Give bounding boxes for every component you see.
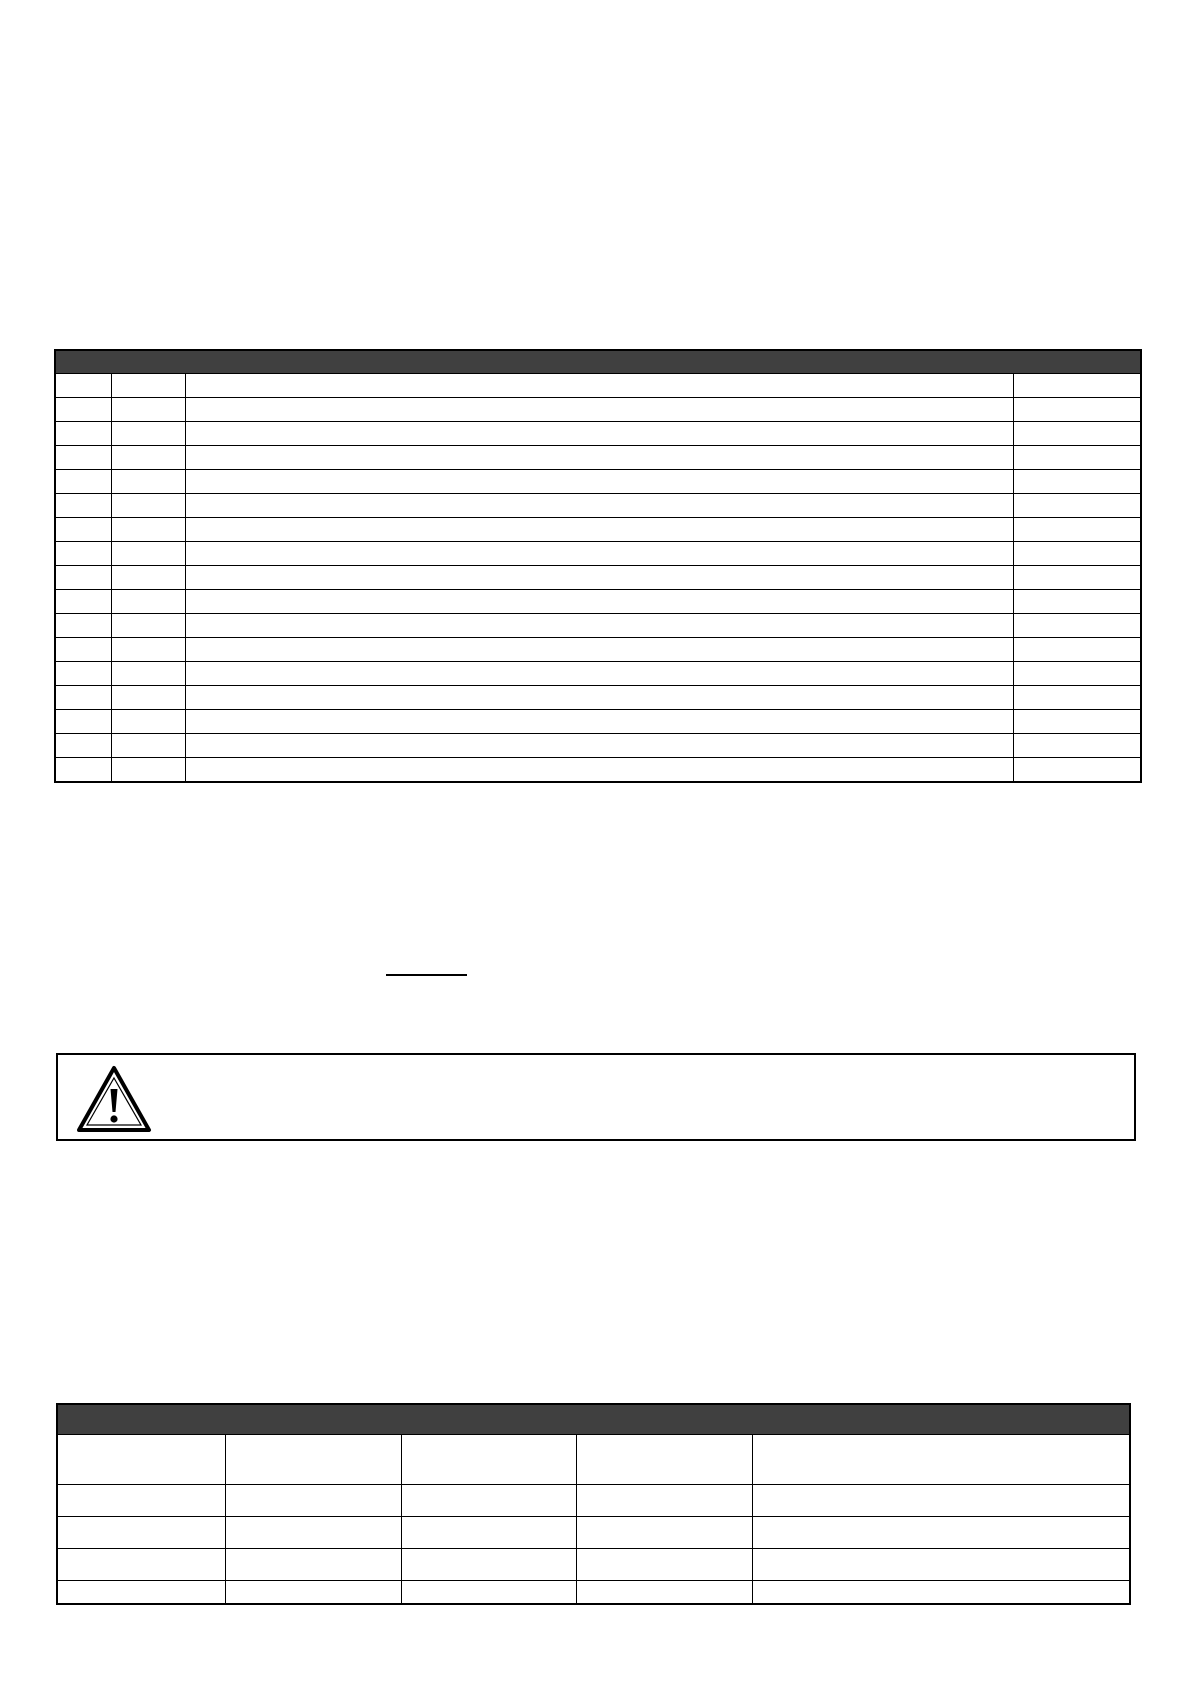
table-row xyxy=(55,470,1141,494)
table-cell xyxy=(111,662,185,686)
table-cell xyxy=(111,614,185,638)
parts-table-title xyxy=(55,350,1141,374)
table-cell xyxy=(111,422,185,446)
table-cell xyxy=(55,614,111,638)
table-cell xyxy=(185,638,1013,662)
table-cell xyxy=(1013,374,1141,398)
table-cell xyxy=(1013,422,1141,446)
table-cell xyxy=(185,614,1013,638)
table-row xyxy=(55,734,1141,758)
table-cell xyxy=(111,686,185,710)
table-cell xyxy=(111,398,185,422)
table-cell xyxy=(55,398,111,422)
table-row xyxy=(55,446,1141,470)
table-cell xyxy=(57,1485,225,1517)
table-cell xyxy=(185,758,1013,783)
table-cell xyxy=(55,542,111,566)
table-cell xyxy=(1013,734,1141,758)
table-cell xyxy=(1013,614,1141,638)
table-cell xyxy=(1013,398,1141,422)
table-cell xyxy=(185,542,1013,566)
table-cell xyxy=(1013,590,1141,614)
table-cell xyxy=(111,494,185,518)
table-cell xyxy=(1013,494,1141,518)
table-cell xyxy=(57,1549,225,1581)
table-cell xyxy=(111,710,185,734)
table-cell xyxy=(111,446,185,470)
table-cell xyxy=(55,734,111,758)
table-row xyxy=(55,710,1141,734)
table-cell xyxy=(1013,566,1141,590)
table-cell xyxy=(1013,518,1141,542)
table-cell xyxy=(55,374,111,398)
table-row xyxy=(55,662,1141,686)
table-cell xyxy=(55,566,111,590)
parts-table-body xyxy=(55,374,1141,783)
table-cell xyxy=(55,494,111,518)
table-cell xyxy=(752,1549,1130,1581)
table-cell xyxy=(185,494,1013,518)
table-cell xyxy=(185,590,1013,614)
table-cell xyxy=(1013,446,1141,470)
spec-table-column-headers xyxy=(57,1435,1130,1485)
table-cell xyxy=(225,1549,401,1581)
table-cell xyxy=(576,1517,752,1549)
table-row xyxy=(55,686,1141,710)
table-cell xyxy=(55,470,111,494)
table-row xyxy=(57,1581,1130,1605)
table-cell xyxy=(55,590,111,614)
underlined-text-mark xyxy=(386,974,467,976)
spec-column-header xyxy=(401,1435,576,1485)
table-cell xyxy=(752,1581,1130,1605)
table-row xyxy=(57,1485,1130,1517)
table-cell xyxy=(185,374,1013,398)
warning-box xyxy=(56,1053,1136,1141)
parts-table xyxy=(54,349,1142,783)
table-row xyxy=(57,1549,1130,1581)
table-cell xyxy=(111,566,185,590)
spec-column-header xyxy=(752,1435,1130,1485)
spec-column-header xyxy=(576,1435,752,1485)
table-cell xyxy=(185,518,1013,542)
table-row xyxy=(55,590,1141,614)
table-cell xyxy=(57,1517,225,1549)
table-row xyxy=(55,614,1141,638)
table-row xyxy=(55,566,1141,590)
spec-column-header xyxy=(57,1435,225,1485)
table-cell xyxy=(55,518,111,542)
table-cell xyxy=(185,734,1013,758)
table-cell xyxy=(185,566,1013,590)
table-row xyxy=(55,542,1141,566)
table-cell xyxy=(55,758,111,783)
table-cell xyxy=(55,710,111,734)
table-cell xyxy=(1013,542,1141,566)
spec-table-header xyxy=(57,1404,1130,1435)
spec-table-body xyxy=(57,1485,1130,1605)
table-cell xyxy=(185,662,1013,686)
table-cell xyxy=(401,1581,576,1605)
table-cell xyxy=(185,470,1013,494)
table-cell xyxy=(1013,710,1141,734)
table-cell xyxy=(1013,758,1141,783)
table-cell xyxy=(55,662,111,686)
table-cell xyxy=(1013,638,1141,662)
table-cell xyxy=(111,374,185,398)
table-row xyxy=(55,374,1141,398)
spec-table xyxy=(56,1403,1131,1605)
parts-table-header xyxy=(55,350,1141,374)
table-cell xyxy=(111,590,185,614)
table-row xyxy=(55,758,1141,783)
table-cell xyxy=(225,1581,401,1605)
table-cell xyxy=(111,470,185,494)
table-cell xyxy=(1013,662,1141,686)
warning-triangle-icon xyxy=(76,1065,152,1133)
table-row xyxy=(57,1517,1130,1549)
table-cell xyxy=(401,1517,576,1549)
table-cell xyxy=(111,638,185,662)
table-row xyxy=(55,638,1141,662)
table-row xyxy=(55,422,1141,446)
table-cell xyxy=(1013,686,1141,710)
table-cell xyxy=(57,1581,225,1605)
table-cell xyxy=(576,1581,752,1605)
table-cell xyxy=(111,734,185,758)
table-cell xyxy=(185,686,1013,710)
table-cell xyxy=(55,422,111,446)
table-cell xyxy=(55,446,111,470)
table-cell xyxy=(225,1517,401,1549)
table-row xyxy=(55,494,1141,518)
table-row xyxy=(55,518,1141,542)
table-cell xyxy=(185,710,1013,734)
table-cell xyxy=(401,1485,576,1517)
table-cell xyxy=(1013,470,1141,494)
table-cell xyxy=(185,422,1013,446)
table-cell xyxy=(752,1485,1130,1517)
table-cell xyxy=(752,1517,1130,1549)
table-cell xyxy=(111,518,185,542)
table-cell xyxy=(111,758,185,783)
spec-table-title xyxy=(57,1404,1130,1435)
table-cell xyxy=(576,1549,752,1581)
table-cell xyxy=(55,686,111,710)
table-cell xyxy=(225,1485,401,1517)
table-cell xyxy=(185,446,1013,470)
table-cell xyxy=(401,1549,576,1581)
table-cell xyxy=(55,638,111,662)
table-cell xyxy=(185,398,1013,422)
table-cell xyxy=(576,1485,752,1517)
table-cell xyxy=(111,542,185,566)
table-row xyxy=(55,398,1141,422)
spec-column-header xyxy=(225,1435,401,1485)
